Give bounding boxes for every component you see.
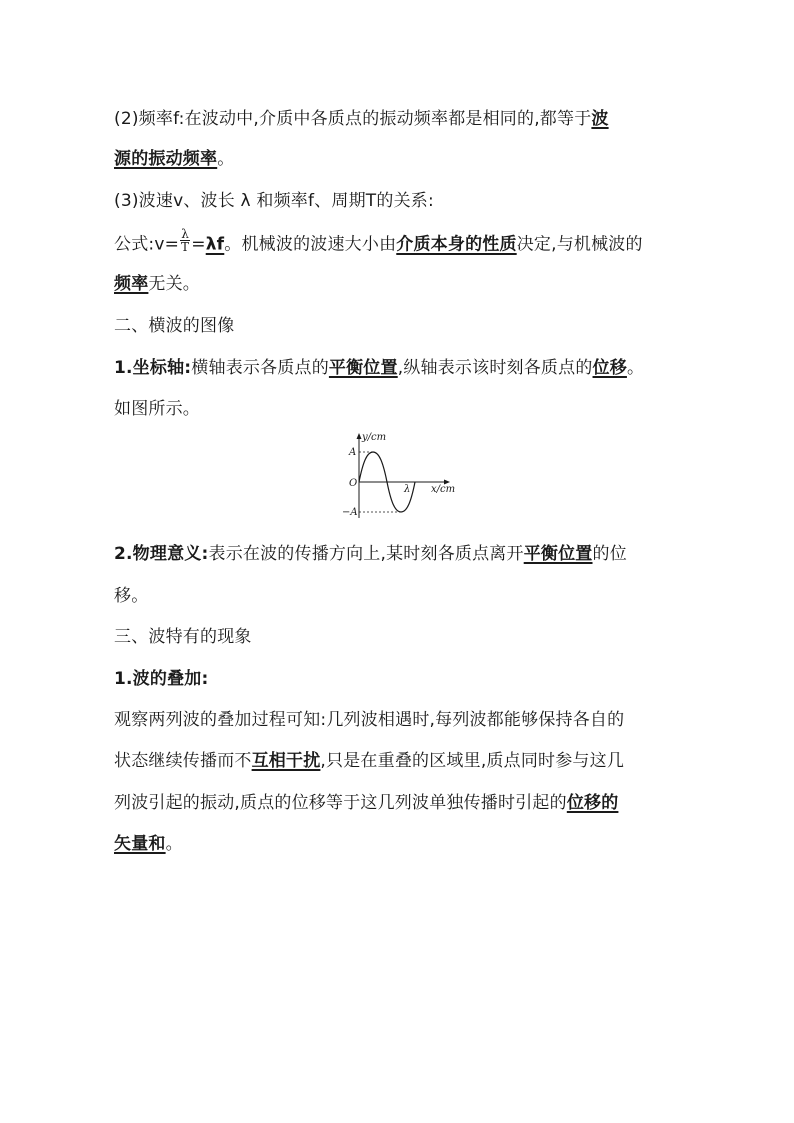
answer-underline: 位移	[592, 358, 627, 378]
wave-speed-heading: (3)波速v、波长 λ 和频率f、周期T的关系:	[114, 191, 434, 211]
superposition-line4: 矢量和。	[114, 834, 183, 854]
wavelength-label: λ	[404, 484, 411, 495]
frequency-paragraph-line1: (2)频率f:在波动中,介质中各质点的振动频率都是相同的,都等于波	[114, 109, 609, 129]
formula-line2: 频率无关。	[114, 274, 201, 294]
answer-underline: 平衡位置	[523, 544, 593, 564]
answer-underline: 矢量和	[114, 834, 166, 854]
physical-meaning-line1: 2.物理意义:表示在波的传播方向上,某时刻各质点离开平衡位置的位	[114, 544, 627, 564]
lambda-over-t-fraction: $\frac{\lambda}{T}$	[181, 227, 190, 254]
physical-meaning-line2: 移。	[114, 586, 149, 606]
section-heading-transverse-wave-graph: 二、横波的图像	[114, 316, 235, 336]
answer-underline: 源的振动频率	[114, 149, 218, 169]
wave-graph-figure	[336, 430, 460, 524]
superposition-line1: 观察两列波的叠加过程可知:几列波相遇时,每列波都能够保持各自的	[114, 710, 625, 730]
answer-underline: 平衡位置	[328, 358, 398, 378]
answer-underline: λf	[205, 234, 225, 255]
answer-underline: 介质本身的性质	[396, 234, 517, 255]
superposition-heading: 1.波的叠加:	[114, 669, 209, 689]
answer-underline: 频率	[114, 274, 149, 294]
origin-label: O	[349, 478, 358, 489]
answer-underline: 波	[591, 109, 609, 129]
answer-underline: 位移的	[566, 793, 619, 813]
frequency-paragraph-line2: 源的振动频率。	[114, 149, 235, 169]
y-axis-arrow	[357, 433, 362, 439]
superposition-line3: 列波引起的振动,质点的位移等于这几列波单独传播时引起的位移的	[114, 793, 619, 813]
answer-underline: 互相干扰	[251, 751, 321, 771]
section-heading-wave-phenomena: 三、波特有的现象	[114, 627, 252, 647]
wave-graph-svg	[336, 430, 460, 520]
amplitude-negative-label: −A	[342, 507, 358, 518]
axes-paragraph-line1: 1.坐标轴:横轴表示各质点的平衡位置,纵轴表示该时刻各质点的位移。	[114, 358, 645, 378]
x-axis-label: x/cm	[431, 484, 456, 495]
formula-line: 公式:v= $\frac{\lambda}{T}$ =λf。机械波的波速大小由介质本身的性质决定,与机械波的	[114, 227, 643, 255]
y-axis-label: y/cm	[362, 432, 387, 443]
superposition-line2: 状态继续传播而不互相干扰,只是在重叠的区域里,质点同时参与这几	[114, 751, 625, 771]
axes-paragraph-line2: 如图所示。	[114, 399, 200, 419]
amplitude-positive-label: A	[349, 447, 357, 458]
